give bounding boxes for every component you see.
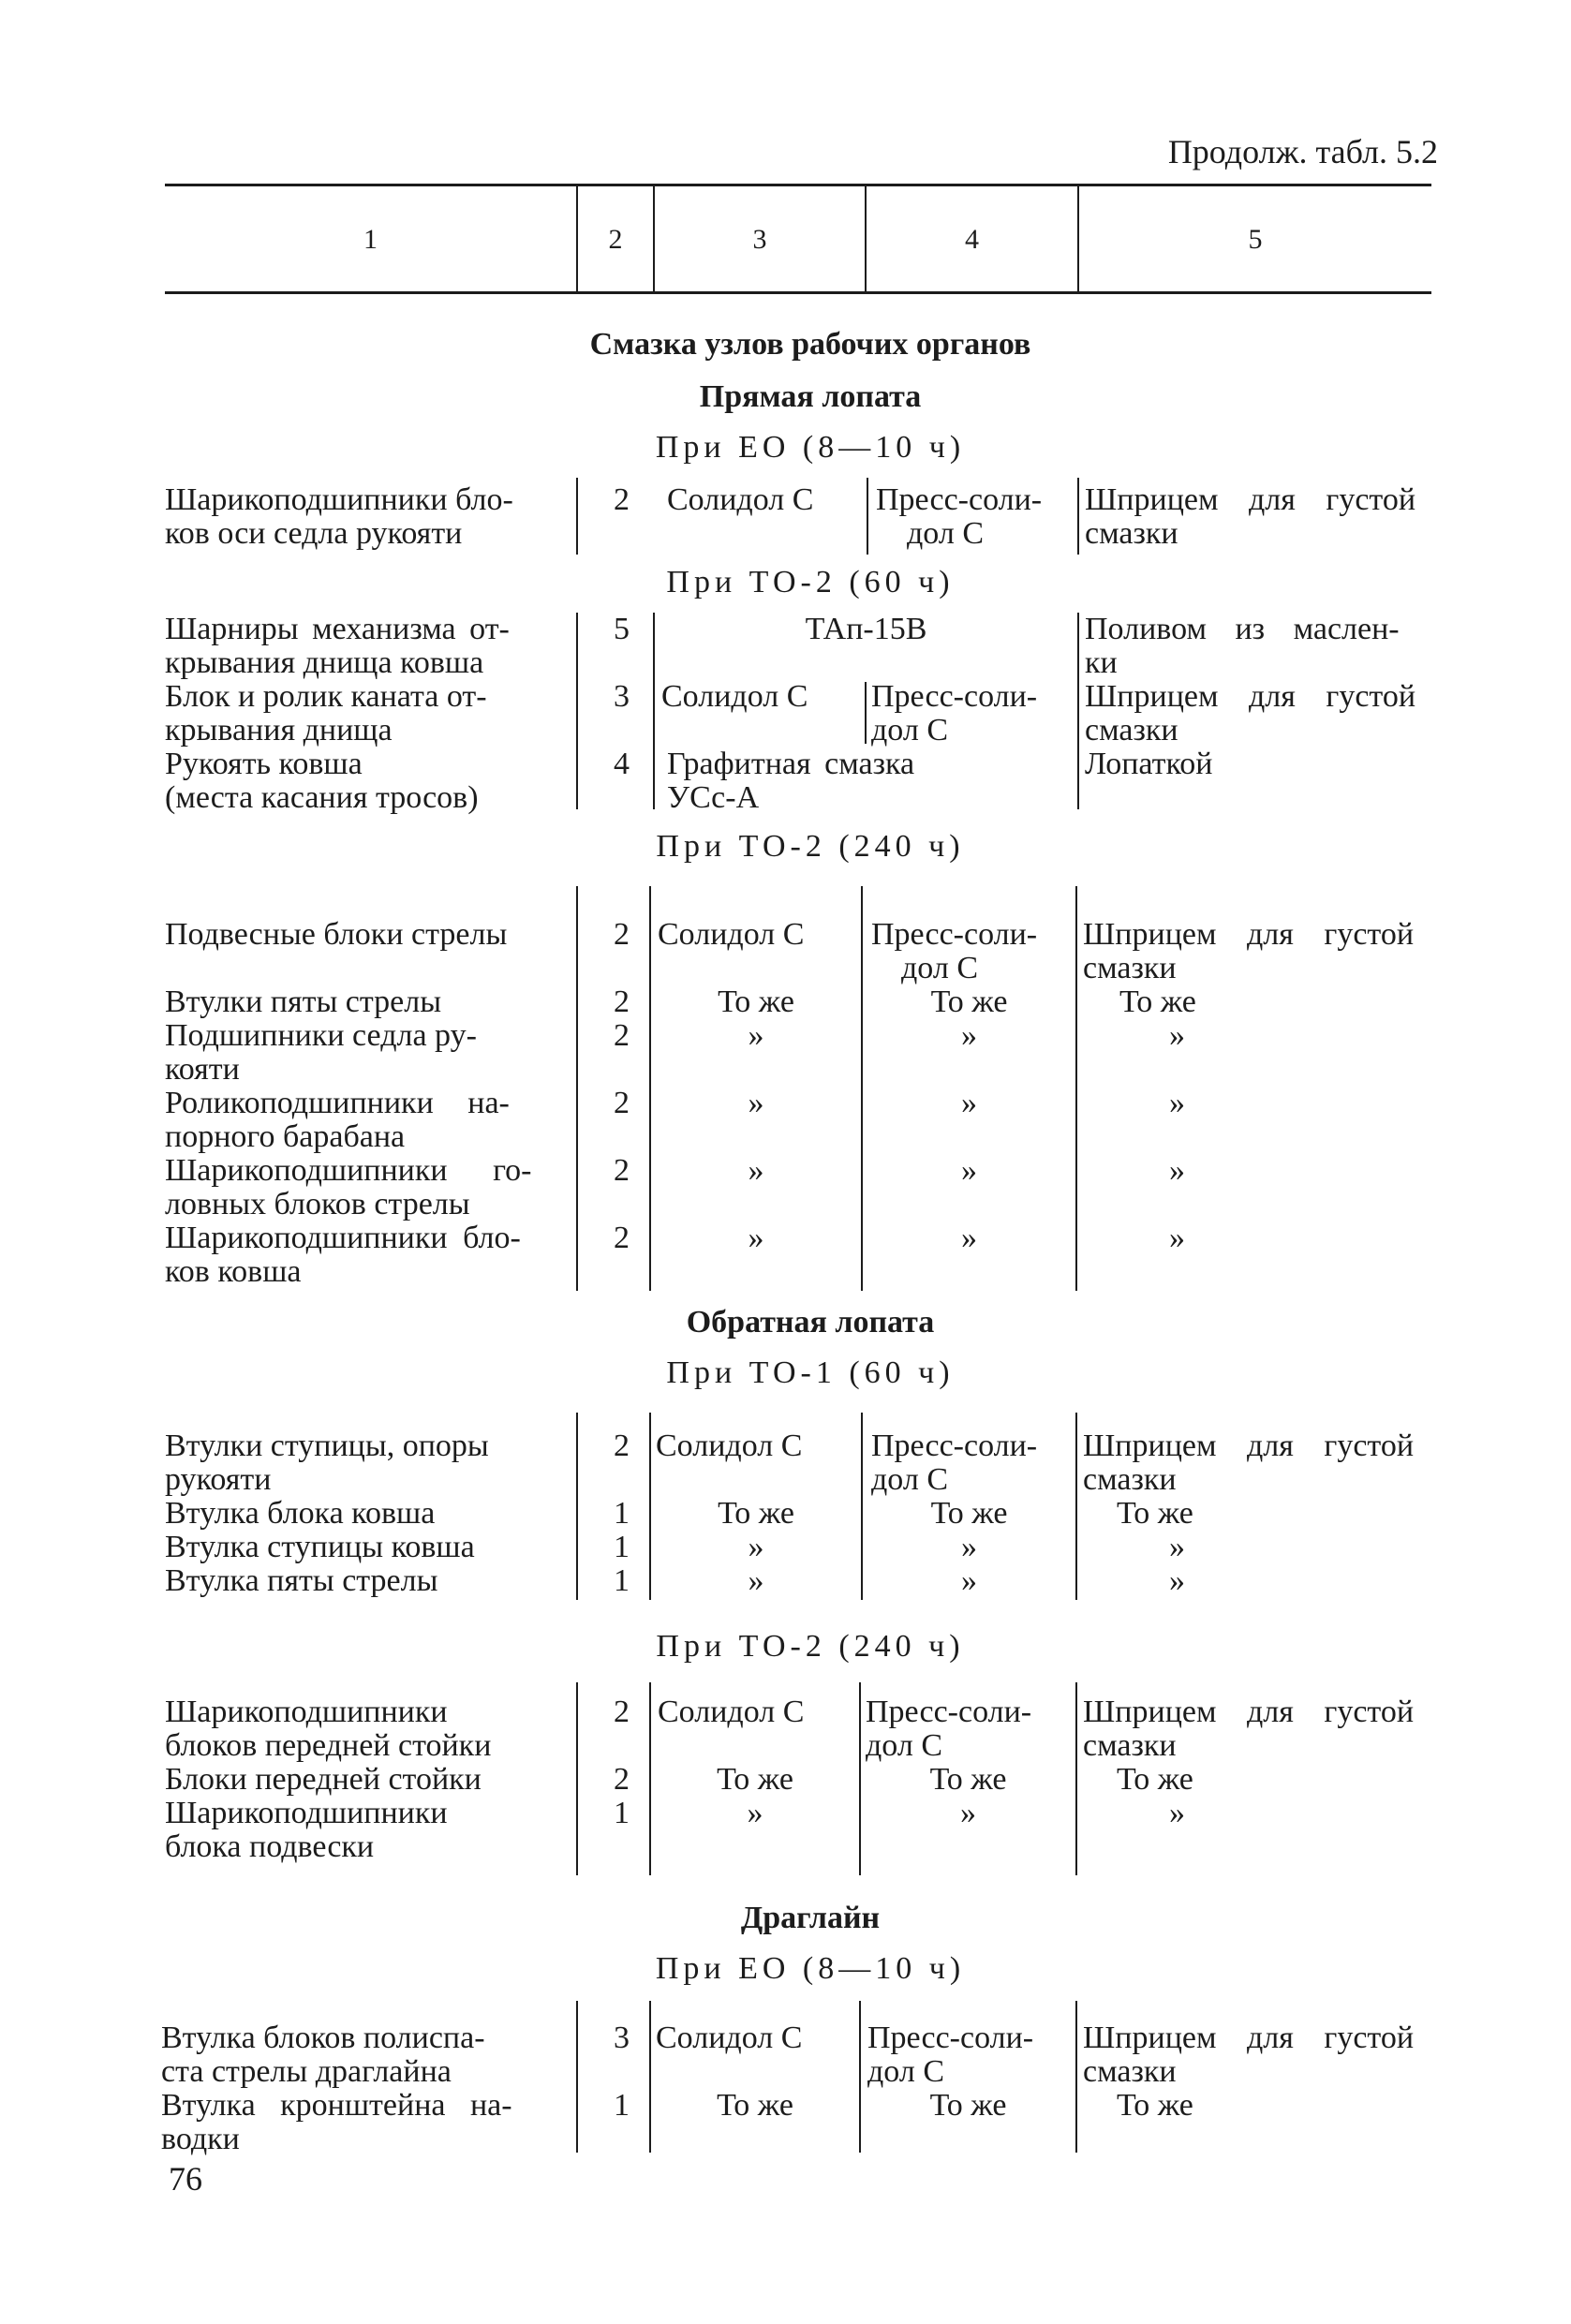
table-cell-method: смазки — [1085, 713, 1178, 748]
table-cell-tool: То же — [929, 2088, 1007, 2123]
table-cell-method: смазки — [1083, 951, 1177, 985]
table-cell-tool: дол С — [871, 1462, 948, 1497]
table-cell-method: То же — [1117, 1762, 1193, 1797]
table-cell-lubricant: То же — [718, 1496, 794, 1531]
table-cell-qty: 2 — [614, 984, 630, 1019]
table-cell-qty: 2 — [614, 1086, 630, 1120]
table-cell-qty: 5 — [614, 612, 630, 646]
table-cell-qty: 2 — [614, 917, 630, 952]
table-cell-method: Шприцем для густой — [1083, 917, 1415, 952]
column-divider — [576, 613, 578, 809]
table-cell-method: То же — [1117, 1496, 1193, 1531]
table-cell-name: ков ковша — [165, 1254, 302, 1289]
table-cell-method: Шприцем для густой — [1083, 2021, 1415, 2055]
section-title: Смазка узлов рабочих органов — [589, 327, 1031, 362]
table-cell-tool: Пресс-соли- — [867, 2021, 1034, 2055]
table-cell-tool: дол С — [866, 1728, 942, 1763]
table-cell-name: кояти — [165, 1052, 240, 1087]
table-cell-name: порного барабана — [165, 1119, 406, 1154]
table-cell-tool: » — [960, 1796, 976, 1830]
table-cell-qty: 2 — [614, 1221, 630, 1255]
table-cell-method: Поливом из маслен- — [1085, 612, 1400, 646]
table-cell-lubricant: Солидол С — [661, 679, 808, 714]
table-cell-method: смазки — [1083, 2054, 1177, 2089]
period-heading: При ТО-2 (60 ч) — [666, 565, 955, 600]
table-cell-qty: 1 — [614, 1530, 630, 1564]
table-cell-lubricant: То же — [717, 1762, 793, 1797]
table-cell-lubricant: » — [748, 1563, 764, 1598]
table-cell-tool: дол С — [907, 516, 984, 551]
table-cell-name: Втулка кронштейна на- — [161, 2088, 512, 2123]
table-cell-qty: 2 — [614, 1018, 630, 1053]
column-header-1: 1 — [363, 224, 378, 255]
column-divider — [576, 886, 578, 1291]
column-header-2: 2 — [608, 224, 623, 255]
table-cell-tool: То же — [930, 1496, 1008, 1531]
table-cell-name: Шарикоподшипники бло- — [165, 482, 513, 517]
table-cell-lubricant: Графитная смазка — [667, 747, 915, 781]
table-cell-method: Шприцем для густой — [1085, 482, 1416, 517]
table-cell-tool: » — [961, 1086, 977, 1120]
table-cell-method: смазки — [1085, 516, 1178, 551]
table-cell-method: » — [1169, 1018, 1185, 1053]
table-cell-qty: 4 — [614, 747, 630, 781]
column-divider — [1075, 2001, 1077, 2153]
table-cell-lubricant: Солидол С — [656, 2021, 803, 2055]
column-divider — [865, 682, 867, 744]
table-cell-method: » — [1169, 1221, 1185, 1255]
table-cell-name: Шарниры механизма от- — [165, 612, 510, 646]
table-cell-name: Подшипники седла ру- — [165, 1018, 477, 1053]
table-cell-tool: Пресс-соли- — [871, 679, 1038, 714]
table-cell-method: Лопаткой — [1085, 747, 1213, 781]
table-cell-name: Шарикоподшипники бло- — [165, 1221, 521, 1255]
table-cell-qty: 1 — [614, 2088, 630, 2123]
table-cell-lubricant: » — [748, 1018, 764, 1053]
column-divider — [1077, 478, 1079, 555]
table-cell-tool: » — [961, 1018, 977, 1053]
table-cell-name: Шарикоподшипники — [165, 1796, 448, 1830]
table-cell-method: » — [1169, 1153, 1185, 1188]
period-heading: При ЕО (8—10 ч) — [655, 1951, 966, 1986]
table-cell-qty: 2 — [614, 1428, 630, 1463]
table-cell-tool: дол С — [871, 713, 948, 748]
table-cell-name: Роликоподшипники на- — [165, 1086, 510, 1120]
table-cell-method: Шприцем для густой — [1083, 1428, 1415, 1463]
table-cell-qty: 2 — [614, 1695, 630, 1729]
table-cell-name: Подвесные блоки стрелы — [165, 917, 508, 952]
table-cell-qty: 1 — [614, 1563, 630, 1598]
table-cell-tool: дол С — [901, 951, 978, 985]
column-divider — [1075, 1413, 1077, 1600]
table-cell-lubricant: Солидол С — [667, 482, 814, 517]
table-cell-name: Блоки передней стойки — [165, 1762, 482, 1797]
table-cell-lubricant: УСс-А — [667, 780, 760, 815]
column-divider — [576, 1413, 578, 1600]
table-cell-lubricant: То же — [718, 984, 794, 1019]
column-divider — [576, 2001, 578, 2153]
table-cell-lubricant: Солидол С — [656, 1428, 803, 1463]
table-cell-method: » — [1169, 1563, 1185, 1598]
table-cell-lubricant: » — [748, 1153, 764, 1188]
table-cell-qty: 3 — [614, 2021, 630, 2055]
table-cell-tool: » — [961, 1221, 977, 1255]
column-divider — [859, 2001, 861, 2153]
table-cell-tool: Пресс-соли- — [871, 1428, 1038, 1463]
table-cell-lubricant: То же — [717, 2088, 793, 2123]
table-cell-qty: 2 — [614, 1762, 630, 1797]
table-cell-name: ста стрелы драглайна — [161, 2054, 452, 2089]
table-cell-method: » — [1169, 1530, 1185, 1564]
table-cell-qty: 1 — [614, 1796, 630, 1830]
table-cell-tool: дол С — [867, 2054, 944, 2089]
group-title-backhoe: Обратная лопата — [686, 1305, 935, 1340]
table-cell-lubricant: » — [748, 1086, 764, 1120]
table-cell-name: ловных блоков стрелы — [165, 1187, 470, 1221]
column-divider — [1077, 613, 1079, 809]
period-heading: При ТО-2 (240 ч) — [656, 829, 965, 864]
table-cell-lubricant: Солидол С — [658, 1695, 805, 1729]
table-cell-method: То же — [1119, 984, 1196, 1019]
table-cell-tool: » — [961, 1530, 977, 1564]
table-cell-method: Шприцем для густой — [1083, 1695, 1415, 1729]
table-cell-name: крывания днища ковша — [165, 645, 484, 680]
table-cell-tool: То же — [930, 984, 1008, 1019]
table-cell-tool: Пресс-соли- — [871, 917, 1038, 952]
table-cell-name: Шарикоподшипники — [165, 1695, 448, 1729]
table-cell-qty: 2 — [614, 1153, 630, 1188]
period-heading: При ТО-1 (60 ч) — [666, 1355, 955, 1390]
table-cell-method: Шприцем для густой — [1085, 679, 1416, 714]
table-cell-name: Блок и ролик каната от- — [165, 679, 487, 714]
table-cell-name: водки — [161, 2122, 240, 2156]
table-cell-lubricant: » — [748, 1221, 764, 1255]
table-cell-tool: Пресс-соли- — [876, 482, 1043, 517]
group-title-straight-shovel: Прямая лопата — [699, 379, 922, 414]
table-cell-tool: » — [961, 1153, 977, 1188]
table-cell-name: ков оси седла рукояти — [165, 516, 463, 551]
table-cell-name: Втулки пяты стрелы — [165, 984, 442, 1019]
table-cell-method: » — [1169, 1086, 1185, 1120]
table-cell-name: блока подвески — [165, 1829, 375, 1864]
table-cell-method: смазки — [1083, 1728, 1177, 1763]
table-cell-qty: 2 — [614, 482, 630, 517]
column-divider — [1075, 1682, 1077, 1875]
column-divider — [1075, 886, 1077, 1291]
table-cell-name: крывания днища — [165, 713, 393, 748]
table-cell-tool: Пресс-соли- — [866, 1695, 1032, 1729]
table-cell-name: Рукоять ковша — [165, 747, 363, 781]
table-cell-lubricant: » — [748, 1530, 764, 1564]
table-continuation-label: Продолж. табл. 5.2 — [1167, 133, 1438, 170]
table-cell-lubricant: » — [747, 1796, 763, 1830]
column-divider — [649, 2001, 651, 2153]
column-divider — [867, 478, 868, 555]
table-cell-method: ки — [1085, 645, 1118, 680]
table-cell-tool: » — [961, 1563, 977, 1598]
table-header-bottom-rule — [165, 291, 1431, 294]
column-header-3: 3 — [752, 224, 767, 255]
table-cell-name: Втулка блоков полиспа- — [161, 2021, 485, 2055]
table-cell-name: Втулки ступицы, опоры — [165, 1428, 489, 1463]
table-cell-name: Шарикоподшипники го- — [165, 1153, 532, 1188]
table-cell-method: То же — [1117, 2088, 1193, 2123]
column-header-4: 4 — [965, 224, 979, 255]
page-number: 76 — [169, 2160, 202, 2198]
group-title-dragline: Драглайн — [740, 1901, 881, 1935]
table-top-rule — [165, 184, 1431, 186]
column-divider — [576, 1682, 578, 1875]
table-cell-lubricant: Солидол С — [658, 917, 805, 952]
table-cell-method: » — [1169, 1796, 1185, 1830]
table-cell-qty: 3 — [614, 679, 630, 714]
column-header-5: 5 — [1248, 224, 1263, 255]
table-cell-lubricant: ТАп-15В — [805, 612, 927, 646]
period-heading: При ТО-2 (240 ч) — [656, 1629, 965, 1664]
table-cell-tool: То же — [929, 1762, 1007, 1797]
table-cell-name: Втулка блока ковша — [165, 1496, 436, 1531]
table-cell-name: Втулка пяты стрелы — [165, 1563, 438, 1598]
period-heading: При ЕО (8—10 ч) — [655, 430, 966, 465]
table-cell-method: смазки — [1083, 1462, 1177, 1497]
table-cell-name: блоков передней стойки — [165, 1728, 492, 1763]
table-cell-name: (места касания тросов) — [165, 780, 479, 815]
table-cell-qty: 1 — [614, 1496, 630, 1531]
table-cell-name: Втулка ступицы ковша — [165, 1530, 475, 1564]
column-divider — [576, 478, 578, 555]
table-cell-name: рукояти — [165, 1462, 272, 1497]
